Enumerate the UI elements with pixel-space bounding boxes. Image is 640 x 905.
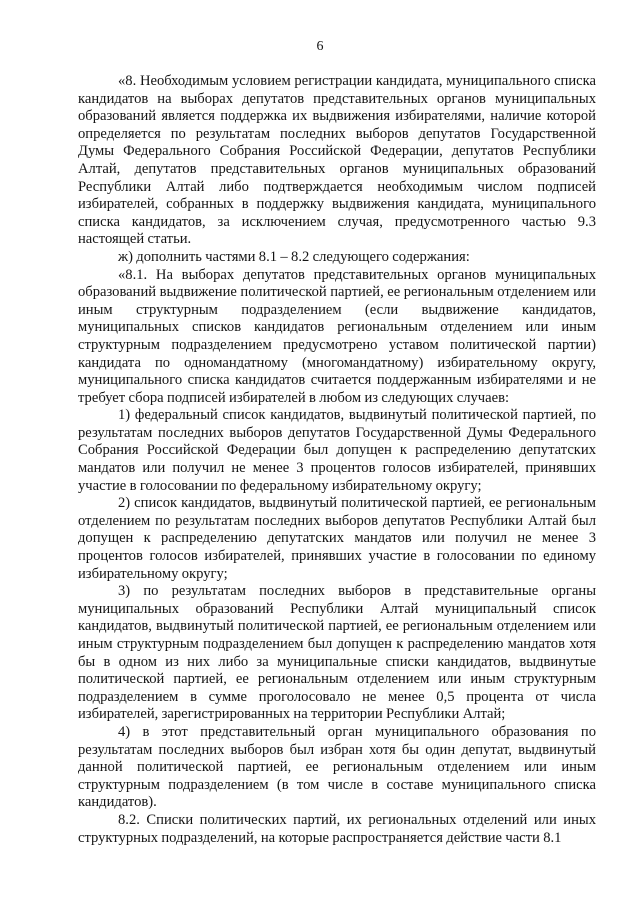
paragraph-item-2: 2) список кандидатов, выдвинутый политической партией, ее региональным отделением по результатам последних выборов депутатов Республики Алтай был допущен к распределению депутатских мандатов или получил не менее 3 процентов голосов избирателей, принявших участие в голосовании по единому избирательному округу;	[78, 495, 596, 582]
document-body	[78, 73, 596, 847]
paragraph-clause-8-1: «8.1. На выборах депутатов представительных органов муниципальных образований выдвижение политической партией, ее региональным отделением или иным структурным подразделением (если выдвижение кандидатов, муниципальных списков кандидатов региональным отделением или иным структурным подразделением предусмотрено уставом политической партии) кандидата по одномандатному (многомандатному) избирательному округу, муниципального списка кандидатов считается поддержанным избирателями и не требует сбора подписей избирателей в любом из следующих случаев:	[78, 266, 596, 406]
paragraph-clause-8-2: 8.2. Списки политических партий, их региональных отделений или иных структурных подразделений, на которые распространяется действие части 8.1	[78, 811, 596, 846]
page-number: 6	[316, 39, 324, 54]
paragraph-item-3: 3) по результатам последних выборов в представительные органы муниципальных образований Республики Алтай муниципальный список кандидатов, выдвинутый политической партией, ее региональным отделением или иным структурным подразделением был допущен к распределению мандатов хотя бы в одном из них либо за муниципальные списки кандидатов, выдвинутые политической партией, ее региональным отделением или иным структурным подразделением в сумме проголосовало не менее 0,5 процента от числа избирателей, зарегистрированных на территории Республики Алтай;	[78, 583, 596, 723]
paragraph-item-4: 4) в этот представительный орган муниципального образования по результатам последних выборов был избран хотя бы один депутат, выдвинутый данной политической партией, ее региональным отделением или иным структурным подразделением (в том числе в составе муниципального списка кандидатов).	[78, 723, 596, 811]
paragraph-item-1: 1) федеральный список кандидатов, выдвинутый политической партией, по результатам последних выборов депутатов Государственной Думы Федерального Собрания Российской Федерации был допущен к распределению депутатских мандатов или получил не менее 3 процентов голосов избирателей, принявших участие в голосовании по федеральному избирательному округу;	[78, 407, 596, 494]
paragraph-clause-8: «8. Необходимым условием регистрации кандидата, муниципального списка кандидатов на выборах депутатов представительных органов муниципальных образований является поддержка их выдвижения избирателями, наличие которой определяется по результатам последних выборов депутатов Государственной Думы Федерального Собрания Российской Федерации, депутатов Республики Алтай, депутатов представительных органов муниципальных образований Республики Алтай либо подтверждается необходимым числом подписей избирателей, собранных в поддержку выдвижения кандидата, муниципального списка кандидатов, за исключением случая, предусмотренного частью 9.3 настоящей статьи.	[78, 73, 596, 248]
paragraph-amendment-intro: ж) дополнить частями 8.1 – 8.2 следующего содержания:	[118, 248, 470, 265]
